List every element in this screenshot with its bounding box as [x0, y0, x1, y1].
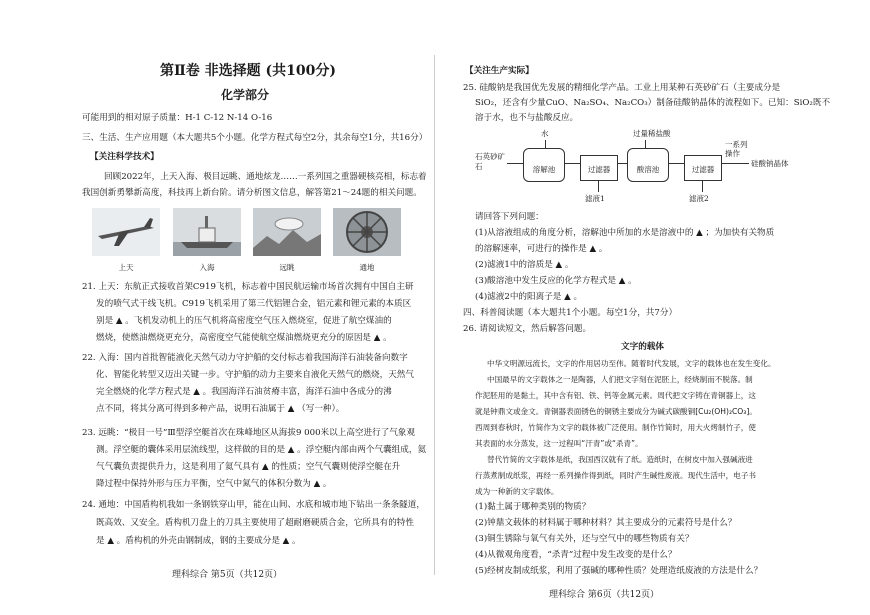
q25-q2: (2)滤液1中的溶质是 ▲ 。 — [475, 260, 574, 270]
flow-product-label: 硅酸钠晶体 — [751, 159, 789, 168]
article-line-7: 替代竹简的文字载体是纸，我国西汉就有了纸。造纸时，在树皮中加入强碱液进 — [487, 455, 753, 464]
filtrate-2-label: 滤液2 — [689, 194, 709, 203]
q22-line-3: 完全燃烧的化学方程式是 ▲ 。我国海洋石油贫瘠丰富，海洋石油中各成分的沸 — [96, 387, 392, 397]
q25-q4: (4)滤液2中的阳离子是 ▲ 。 — [475, 292, 583, 302]
q25-q3: (3)酸溶池中发生反应的化学方程式是 ▲ 。 — [475, 276, 637, 286]
filtrate-1-label: 滤液1 — [585, 194, 605, 203]
section-3-heading: 三、生活、生产应用题（本大题共5个小题。化学方程式每空2分，其余每空1分，共16分） — [82, 133, 428, 143]
arrow-water-down — [545, 140, 546, 148]
caption-sky: 上天 — [118, 263, 134, 272]
q25-line-1: 25. 硅酸钠是我国优先发展的精细化学产品。工业上用某种石英砂矿石（主要成分是 — [463, 83, 781, 93]
page-title: 第Ⅱ卷 非选择题 (共100分) — [160, 63, 337, 79]
acid-tank-label: 酸溶池 — [636, 165, 660, 174]
q24-line-1: 24. 通地：中国盾构机我如一条钢铁穿山甲，能在山间、水底和城市地下钻出一条条隧道， — [82, 500, 425, 510]
filter-1-label: 过滤器 — [587, 165, 611, 174]
q23-line-1: 23. 远眺：“极目一号”Ⅲ型浮空艇首次在珠峰地区从海拔9 000米以上高空进行了气象观 — [82, 428, 416, 438]
section-subtitle: 化学部分 — [221, 88, 270, 102]
q25-q1-line-1: (1)从溶液组成的角度分析，溶解池中所加的水是溶液中的 ▲ ；为加快有关物质 — [475, 228, 775, 238]
arrow-to-filter-2 — [668, 163, 684, 164]
photo-airship — [253, 208, 321, 256]
dissolving-tank-label: 溶解池 — [532, 165, 556, 174]
filter-1 — [580, 155, 618, 181]
q21-line-4: 燃烧，使燃油燃烧更充分，高密度空气能使航空煤油燃烧更充分的原因是 ▲ 。 — [96, 333, 392, 343]
left-footer: 理科综合 第5页（共12页） — [172, 570, 283, 580]
article-line-2: 中国最早的文字载体之一是陶器，人们把文字刻在泥胚上，经烧制而不脱落。制 — [487, 375, 753, 384]
dissolving-tank — [523, 148, 565, 182]
caption-view: 远眺 — [279, 263, 295, 272]
article-line-6: 其表面的水分蒸发，这一过程叫“汗青”或“杀青”。 — [475, 439, 643, 448]
q24-line-2: 既高效、又安全。盾构机刀盘上的刀具主要使用了超耐磨硬质合金，它所具有的特性 — [96, 518, 414, 528]
q26-prompt: 26. 请阅读短文，然后解答问题。 — [463, 324, 592, 334]
q25-line-2: SiO₂，还含有少量CuO、Na₂SO₄、Na₂CO₃）制备硅酸钠晶体的流程如下。已知：SiO₂既不 — [475, 98, 831, 108]
flow-acid-label: 过量稀盐酸 — [633, 129, 671, 138]
q25-q1-line-2: 的溶解速率，可进行的操作是 ▲ 。 — [475, 244, 608, 254]
section-4-heading: 四、科普阅读题（本大题共1个小题。每空1分，共7分） — [463, 308, 678, 318]
right-footer: 理科综合 第6页（共12页） — [549, 590, 660, 600]
arrow-filtrate-2 — [702, 180, 703, 192]
flow-water-label: 水 — [541, 129, 549, 138]
arrow-ore-in — [507, 163, 523, 164]
article-line-8: 行蒸煮制成纸浆，再经一系列操作得到纸，同时产生碱性废液。现代生活中，电子书 — [475, 471, 756, 480]
photo-airplane — [92, 208, 160, 256]
flow-ore-label: 石英砂矿石 — [475, 152, 505, 171]
arrow-to-filter-1 — [564, 163, 580, 164]
q25-line-3: 溶于水，也不与盐酸反应。 — [475, 113, 579, 123]
article-line-1: 中华文明源远流长，文字的作用居功至伟。随着时代发展，文字的载体也在发生变化。 — [487, 359, 776, 368]
q26-q4: (4)从微观角度看，“杀青”过程中发生改变的是什么？ — [475, 550, 677, 560]
q21-line-3: 别是 ▲ 。飞机发动机上的压气机将高密度空气压入燃烧室，促进了航空煤油的 — [96, 316, 392, 326]
arrow-to-acid-tank — [617, 163, 627, 164]
q21-line-2: 发的喷气式干线飞机。C919飞机采用了第三代铝锂合金，铝元素和锂元素的本质区 — [96, 299, 412, 309]
atomic-masses: 可能用到的相对原子质量：H-1 C-12 N-14 O-16 — [82, 113, 273, 123]
q26-q2: (2)钟鼎文载体的材料属于哪种材料？其主要成分的元素符号是什么？ — [475, 518, 737, 528]
arrow-to-product — [721, 163, 749, 164]
photo-tunnel-machine — [333, 208, 401, 256]
q22-line-2: 化、智能化转型又迈出关键一步。守护船的动力主要来自液化天然气的燃烧，天然气 — [96, 370, 414, 380]
article-line-9: 成为一种新的文字载体。 — [475, 487, 559, 496]
q26-q5: (5)经树皮制成纸浆，利用了强碱的哪种性质？处理造纸废液的方法是什么？ — [475, 566, 763, 576]
q24-line-3: 是 ▲ 。盾构机的外壳由钢制成，钢的主要成分是 ▲ 。 — [96, 536, 301, 546]
intro-line-2: 我国创新勇攀新高度，科技再上新台阶。请分析图文信息，解答第21～24题的相关问题。 — [82, 188, 422, 198]
article-line-5: 西周到春秋时，竹简作为文字的载体被广泛使用。制作竹简时，用大火烤制竹子，使 — [475, 423, 756, 432]
article-line-4: 就是钟鼎文或金文。青铜器表面锈色的铜锈主要成分为碱式碳酸铜[Cu₂(OH)₂CO₃]。 — [475, 407, 757, 416]
tag-science-tech: 【关注科学技术】 — [90, 152, 159, 162]
q26-q1: (1)黏土属于哪种类别的物质？ — [475, 502, 591, 512]
q22-line-4: 点不同，将其分离可得到多种产品，说明石油属于 ▲ （写一种）。 — [96, 404, 345, 414]
right-page — [435, 0, 870, 615]
filter-2-label: 过滤器 — [691, 165, 715, 174]
acid-tank — [627, 148, 669, 182]
article-line-3: 作泥胚用的是黏土，其中含有铝、铁、钙等金属元素。周代把文字铸在青铜器上，这 — [475, 391, 756, 400]
caption-earth: 通地 — [359, 263, 375, 272]
tag-production: 【关注生产实际】 — [465, 66, 534, 76]
q23-line-4: 降过程中保持外形与压力平衡，空气中氮气的体积分数为 ▲ 。 — [96, 479, 332, 489]
q23-line-3: 气气囊负责提供升力，这是利用了氦气具有 ▲ 的性质；空气气囊则使浮空艇在升 — [96, 462, 401, 472]
intro-line-1: 回顾2022年，上天入海、极目远眺、通地炫龙……一系列国之重器硬核亮相，标志着 — [104, 172, 427, 182]
filter-2 — [684, 155, 722, 181]
q21-line-1: 21. 上天：东航正式接收首架C919飞机，标志着中国民航运输市场首次拥有中国自主研 — [82, 282, 414, 292]
q25-questions-intro: 请回答下列问题： — [475, 212, 544, 222]
arrow-acid-down — [645, 140, 646, 148]
flow-ops-label: 一系列操作 — [725, 140, 748, 158]
arrow-filtrate-1 — [598, 180, 599, 192]
photo-ship — [173, 208, 241, 256]
q26-q3: (3)铜生锈除与氧气有关外，还与空气中的哪些物质有关？ — [475, 534, 694, 544]
q23-line-2: 测。浮空艇的囊体采用层流线型，这样做的目的是 ▲ 。浮空艇内部由两个气囊组成，氦 — [96, 445, 427, 455]
caption-sea: 入海 — [199, 263, 215, 272]
q22-line-1: 22. 入海：国内首批智能液化天然气动力守护船的交付标志着我国海洋石油装备向数字 — [82, 353, 408, 363]
article-title: 文字的载体 — [621, 342, 664, 352]
